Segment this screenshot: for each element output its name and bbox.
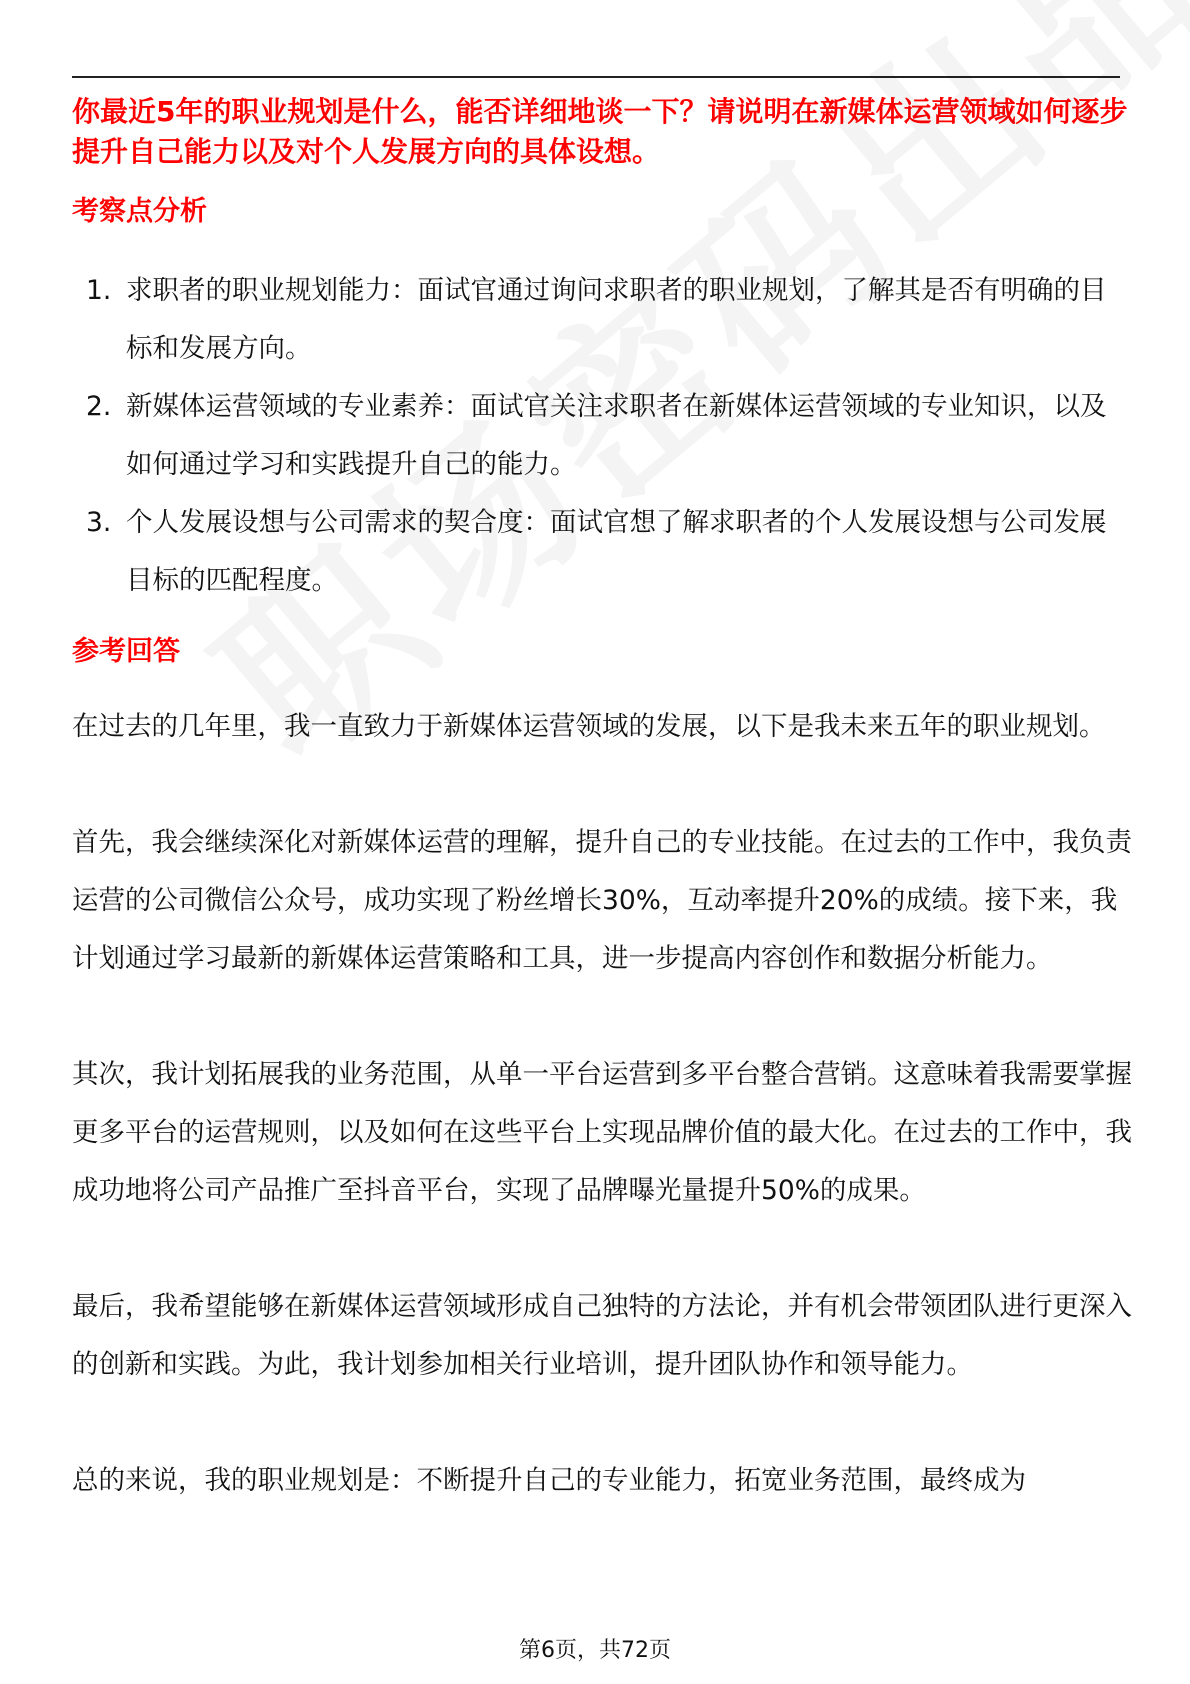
interview-question: 你最近5年的职业规划是什么，能否详细地谈一下？请说明在新媒体运营领域如何逐步提升自己能力以及对个人发展方向的具体设想。: [72, 95, 1128, 168]
analysis-list: [72, 262, 1132, 610]
item-number: 2.: [86, 391, 112, 422]
top-divider: [72, 76, 1120, 78]
answer-body: [72, 698, 1132, 1568]
item-number: 3.: [86, 507, 112, 538]
answer-paragraph: 总的来说，我的职业规划是：不断提升自己的专业能力，拓宽业务范围，最终成为: [72, 1465, 1026, 1496]
item-number: 1.: [86, 275, 112, 306]
item-text: 新媒体运营领域的专业素养：面试官关注求职者在新媒体运营领域的专业知识，以及如何通过学习和实践提升自己的能力。: [126, 391, 1107, 480]
answer-paragraph: 在过去的几年里，我一直致力于新媒体运营领域的发展，以下是我未来五年的职业规划。: [72, 711, 1106, 742]
item-text: 求职者的职业规划能力：面试官通过询问求职者的职业规划，了解其是否有明确的目标和发展方向。: [126, 275, 1107, 364]
analysis-item: [72, 262, 1132, 378]
page-number-footer: 第6页，共72页: [519, 1638, 671, 1663]
answer-heading: 参考回答: [72, 636, 180, 667]
analysis-item: [72, 494, 1132, 610]
analysis-heading: 考察点分析: [72, 196, 207, 227]
answer-paragraph: 其次，我计划拓展我的业务范围，从单一平台运营到多平台整合营销。这意味着我需要掌握更多平台的运营规则，以及如何在这些平台上实现品牌价值的最大化。在过去的工作中，我成功地将公司产品推广至抖音平台，实现了品牌曝光量提升50%的成果。: [72, 1059, 1132, 1206]
answer-paragraph: 首先，我会继续深化对新媒体运营的理解，提升自己的专业技能。在过去的工作中，我负责运营的公司微信公众号，成功实现了粉丝增长30%，互动率提升20%的成绩。接下来，我计划通过学习最新的新媒体运营策略和工具，进一步提高内容创作和数据分析能力。: [72, 827, 1132, 974]
item-text: 个人发展设想与公司需求的契合度：面试官想了解求职者的个人发展设想与公司发展目标的匹配程度。: [126, 507, 1107, 596]
analysis-item: [72, 378, 1132, 494]
answer-paragraph: 最后，我希望能够在新媒体运营领域形成自己独特的方法论，并有机会带领团队进行更深入的创新和实践。为此，我计划参加相关行业培训，提升团队协作和领导能力。: [72, 1291, 1132, 1380]
